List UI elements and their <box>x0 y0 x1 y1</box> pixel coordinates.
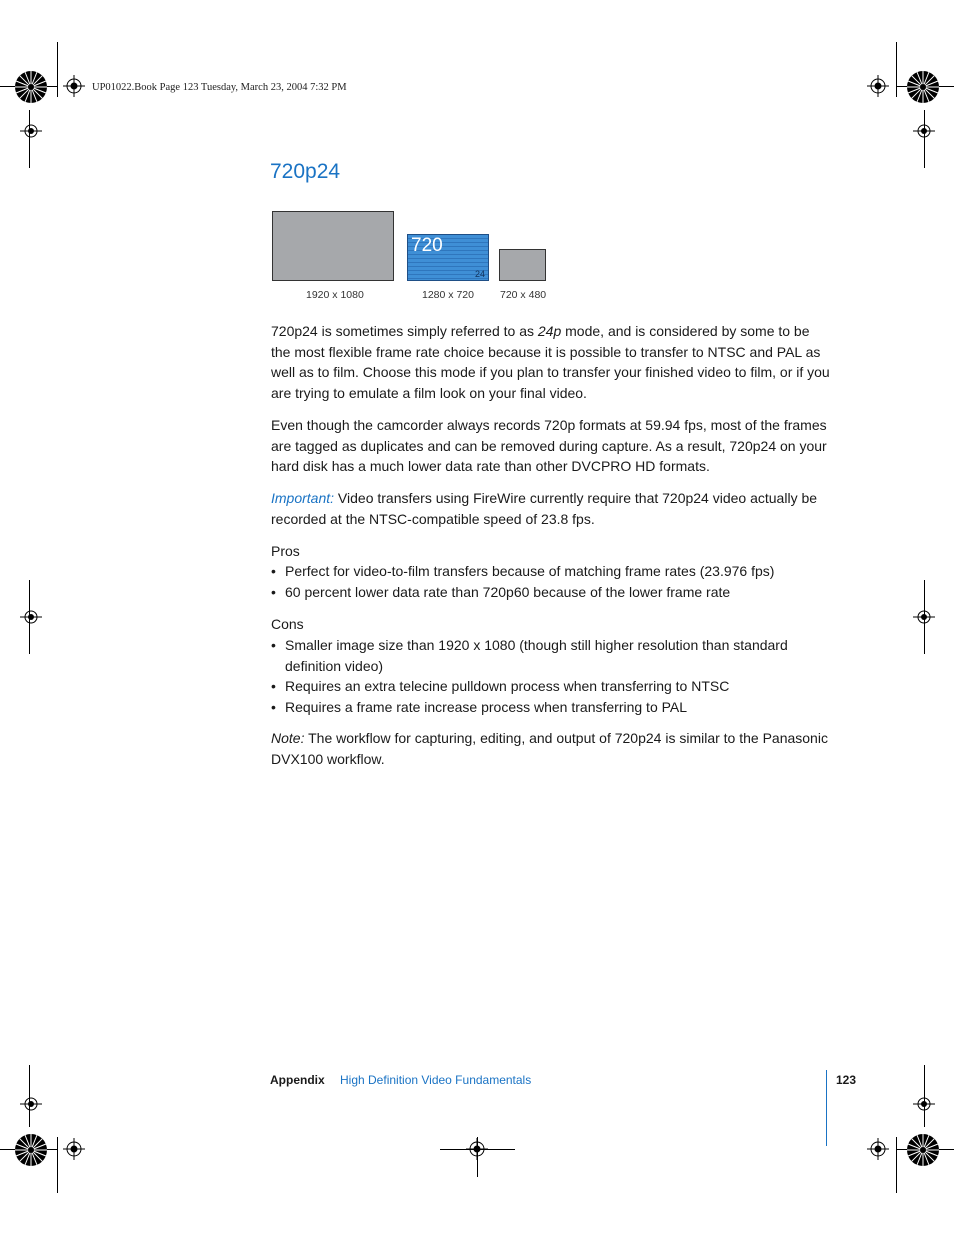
intro-paragraph <box>271 321 831 403</box>
frame-rate-label: 24 <box>474 269 485 279</box>
frame-caption: 1920 x 1080 <box>306 289 364 301</box>
registration-mark-icon <box>913 120 935 142</box>
pros-heading: Pros <box>271 543 300 559</box>
crop-line <box>57 1137 58 1193</box>
star-target-icon <box>906 70 940 104</box>
registration-mark-icon <box>867 1138 889 1160</box>
body-paragraph: Even though the camcorder always records 720p formats at 59.94 fps, most of the frames are tagged as duplicates and can be removed during capture. As a result, 720p24 on your hard disk has a much lower data rate than other DVCPRO HD formats. <box>271 417 827 474</box>
list-item <box>271 697 831 718</box>
list-item-text: 60 percent lower data rate than 720p60 because of the lower frame rate <box>285 583 731 600</box>
registration-mark-icon <box>20 606 42 628</box>
star-target-icon <box>906 1133 940 1167</box>
registration-mark-icon <box>913 606 935 628</box>
bullet: • <box>271 698 276 715</box>
bullet: • <box>271 678 276 694</box>
list-item <box>271 561 831 582</box>
bullet: • <box>271 637 276 653</box>
cons-heading: Cons <box>271 616 304 632</box>
list-item-text: Requires a frame rate increase process when transferring to PAL <box>285 698 688 715</box>
registration-mark-icon <box>913 1093 935 1115</box>
text-run: 720p24 is sometimes simply referred to as <box>271 323 538 339</box>
registration-mark-icon <box>63 1138 85 1160</box>
list-item-text: Smaller image size than 1920 x 1080 (though still higher resolution than standard definition video) <box>285 637 788 674</box>
frame-label: 720 <box>411 235 443 256</box>
star-target-icon <box>14 70 48 104</box>
list-item <box>271 676 831 697</box>
registration-mark-icon <box>63 75 85 97</box>
text-run: mode, and is considered by some to be the most flexible frame rate choice because it is possible to transfer to NTSC and PAL as well as to film. Choose this mode if you plan to transfer your finished video to film, or if you are trying to emulate a film look on your final video. <box>271 323 830 401</box>
important-label: Important: <box>271 490 335 506</box>
frame-1920x1080 <box>272 211 394 281</box>
list-item-text: Perfect for video-to-film transfers because of matching frame rates (23.976 fps) <box>285 563 775 579</box>
frame-caption: 720 x 480 <box>500 289 547 301</box>
registration-mark-icon <box>867 75 889 97</box>
footer-chapter-title: High Definition Video Fundamentals <box>340 1073 532 1087</box>
frame-720x480 <box>499 249 546 281</box>
list-item <box>271 635 831 676</box>
star-target-icon <box>14 1133 48 1167</box>
crop-line <box>896 42 897 97</box>
note-label: Note: <box>271 730 305 746</box>
registration-mark-icon <box>20 120 42 142</box>
note-callout <box>271 728 831 769</box>
registration-mark-icon <box>466 1138 488 1160</box>
page-number: 123 <box>836 1073 857 1087</box>
list-item <box>271 582 831 603</box>
important-text: Video transfers using FireWire currently require that 720p24 video actually be recorded at the NTSC-compatible speed of 23.8 fps. <box>271 490 818 527</box>
registration-mark-icon <box>20 1093 42 1115</box>
section-heading: 720p24 <box>270 160 341 183</box>
list-item-text: Requires an extra telecine pulldown process when transferring to NTSC <box>285 678 730 694</box>
bullet: • <box>271 563 276 579</box>
frame-1280x720 <box>407 234 489 281</box>
emphasis-text: 24p <box>537 323 562 339</box>
footer-section-label: Appendix <box>270 1073 325 1087</box>
crop-line <box>57 42 58 97</box>
crop-line <box>896 1137 897 1193</box>
pros-list <box>271 561 831 602</box>
important-callout <box>271 488 831 529</box>
bullet: • <box>271 583 276 600</box>
print-slug: UP01022.Book Page 123 Tuesday, March 23, 2004 7:32 PM <box>92 82 347 93</box>
note-text: The workflow for capturing, editing, and output of 720p24 is similar to the Panasonic DVX100 workflow. <box>271 730 828 767</box>
cons-list <box>271 635 831 717</box>
frame-caption: 1280 x 720 <box>422 289 474 301</box>
footer-divider <box>826 1070 827 1146</box>
